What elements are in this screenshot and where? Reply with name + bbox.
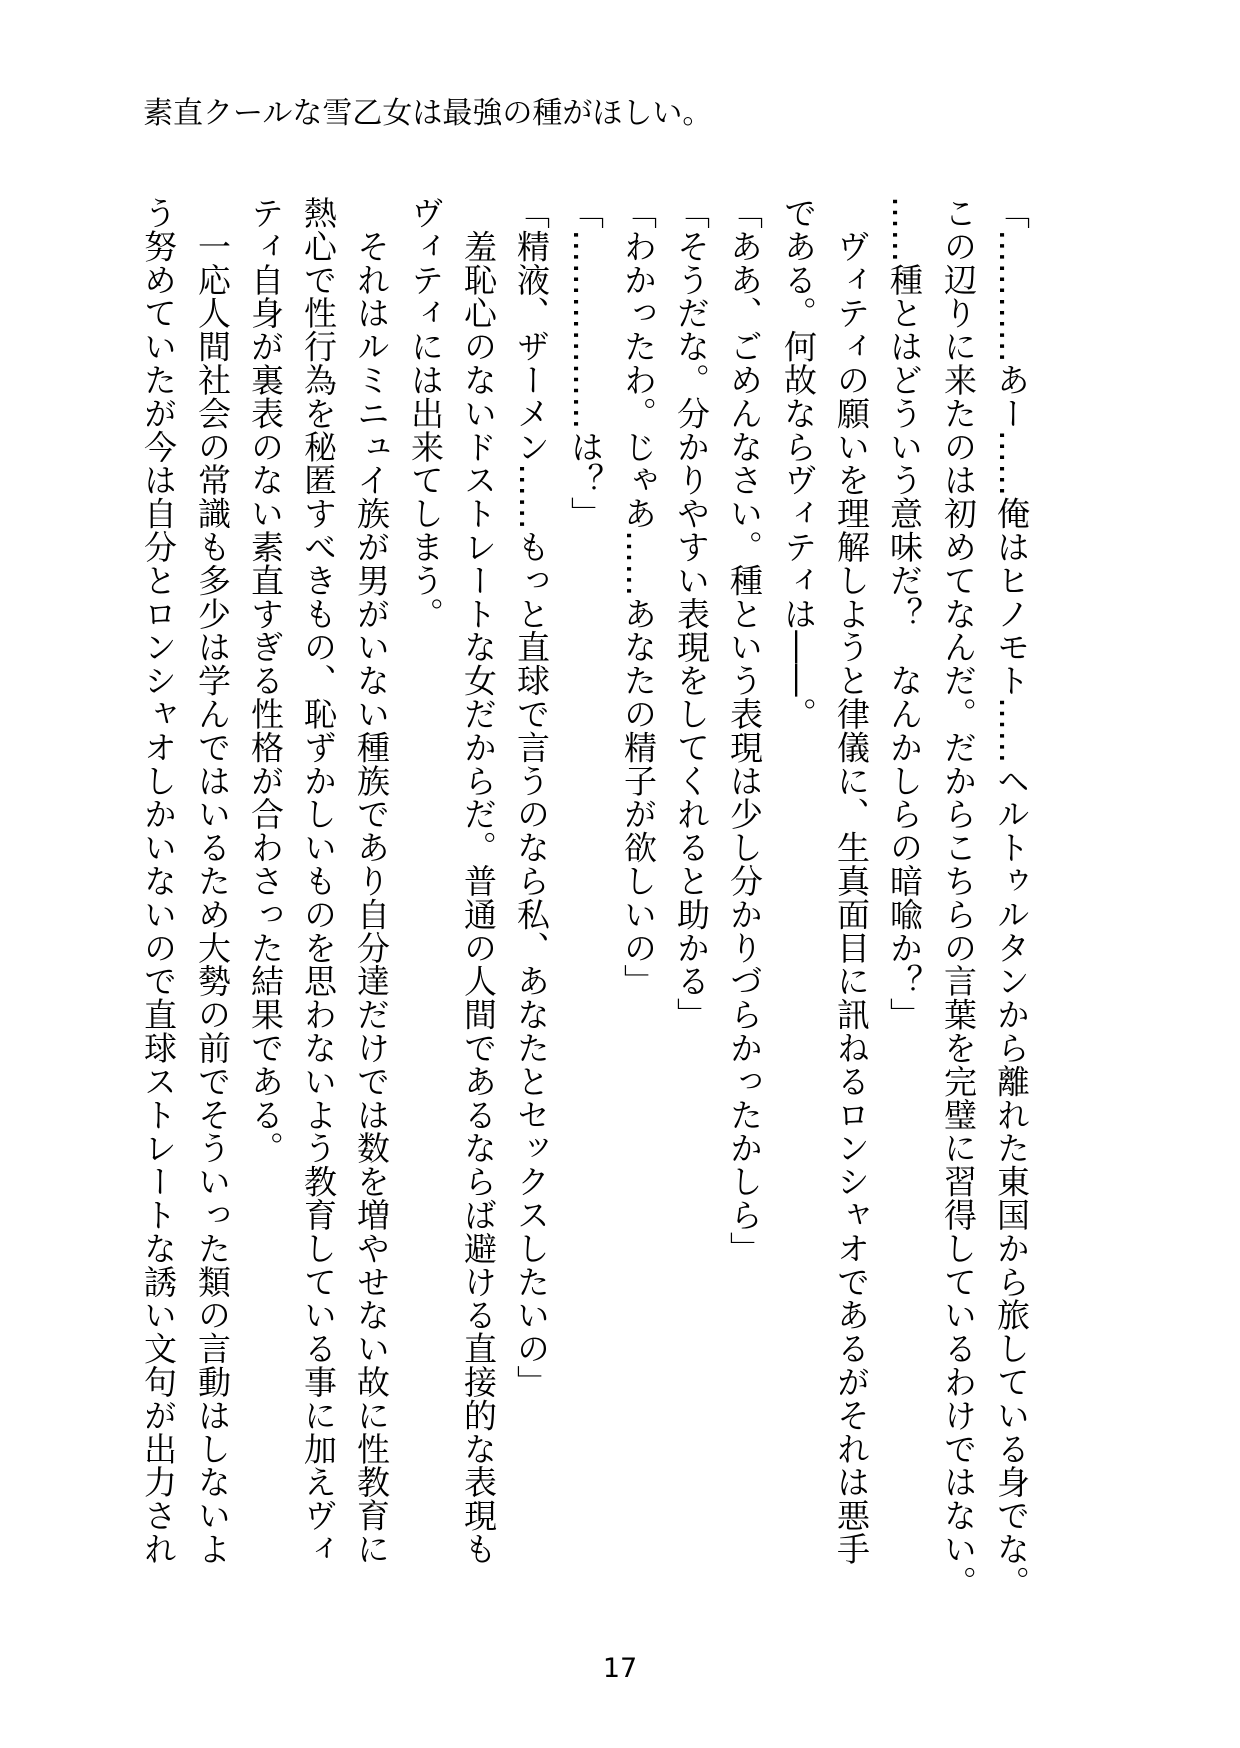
text-column: 「…………あー……俺はヒノモト……ヘルトゥルタンから離れた東国から旅している身でな。	[992, 196, 1031, 1599]
text-column: 「………………は？」	[566, 196, 605, 530]
text-column: 「精液、ザーメン……もっと直球で言うのなら私、あなたとセックスしたいの」	[512, 196, 551, 1399]
text-column: ティ自身が裏表のない素直すぎる性格が合わさった結果である。	[246, 196, 285, 1165]
text-column: 「そうだな。分かりやすい表現をしてくれると助かる」	[672, 196, 711, 1031]
text-column: 「ああ、ごめんなさい。種という表現は少し分かりづらかったかしら」	[725, 196, 764, 1265]
text-column: それはルミニュイ族が男がいない種族であり自分達だけでは数を増やせない故に性教育に	[352, 196, 391, 1566]
text-column: である。何故ならヴィティは――。	[779, 196, 818, 731]
text-column: この辺りに来たのは初めてなんだ。だからこちらの言葉を完璧に習得しているわけではない。	[939, 196, 978, 1599]
running-header-title: 素直クールな雪乙女は最強の種がほしい。	[143, 96, 713, 131]
text-column: 「わかったわ。じゃあ……あなたの精子が欲しいの」	[619, 196, 658, 998]
text-column: ヴィティには出来てしまう。	[406, 196, 445, 631]
text-column: ヴィティの願いを理解しようと律儀に、生真面目に訊ねるロンシャオであるがそれは悪手	[832, 196, 871, 1566]
page-number: 17	[602, 1653, 638, 1684]
text-column: 一応人間社会の常識も多少は学んではいるため大勢の前でそういった類の言動はしないよ	[193, 196, 232, 1566]
text-column: 羞恥心のないドストレートな女だからだ。普通の人間であるならば避ける直接的な表現も	[459, 196, 498, 1566]
text-column: う努めていたが今は自分とロンシャオしかいないので直球ストレートな誘い文句が出力され	[139, 196, 178, 1566]
text-column: ……種とはどういう意味だ？ なんかしらの暗喩か？」	[885, 196, 924, 1031]
text-column: 熱心で性行為を秘匿すべきもの、恥ずかしいものを思わないよう教育している事に加えヴィ	[299, 196, 338, 1566]
